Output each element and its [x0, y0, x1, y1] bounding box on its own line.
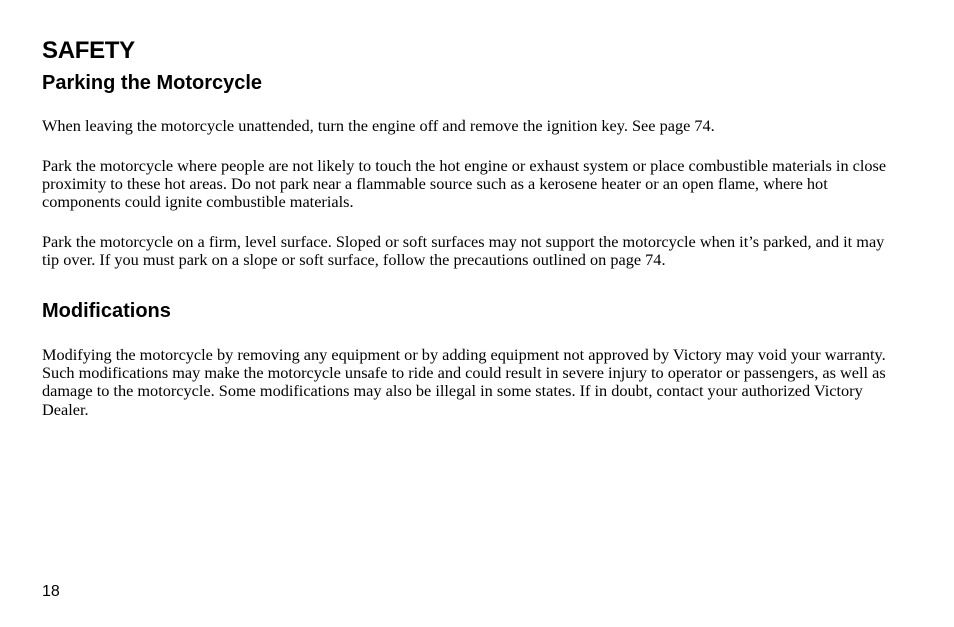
- page-number: 18: [42, 583, 60, 600]
- paragraph-modifications: Modifying the motorcycle by removing any equipment or by adding equipment not approved by Victory may void your warranty. Such modifications may make the motorcycle unsafe to ride and could result in severe injury to operator or passengers, as well as damage to the motorcycle. Some modifications may also be illegal in some states. If in doubt, contact your authorized Victory Dealer.: [42, 345, 886, 419]
- page-title: SAFETY: [42, 37, 135, 64]
- paragraph-parking-unattended: When leaving the motorcycle unattended, turn the engine off and remove the ignition key. See page 74.: [42, 116, 715, 135]
- section-heading-parking: Parking the Motorcycle: [42, 72, 263, 94]
- section-heading-modifications: Modifications: [42, 300, 171, 322]
- paragraph-parking-surface: Park the motorcycle on a firm, level surface. Sloped or soft surfaces may not support the motorcycle when it’s parked, and it may tip over. If you must park on a slope or soft surface, follow the precautions outlined on page 74.: [42, 232, 885, 270]
- paragraph-parking-hot-areas: Park the motorcycle where people are not likely to touch the hot engine or exhaust system or place combustible materials in close proximity to these hot areas. Do not park near a flammable source such as a kerosene heater or an open flame, where hot components could ignite combustible materials.: [42, 156, 887, 212]
